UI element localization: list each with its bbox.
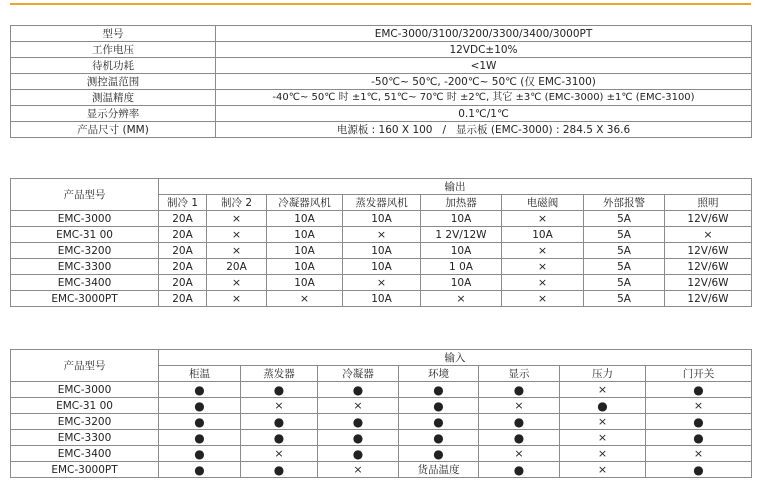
table-cell: ● [646, 382, 752, 398]
table-row [11, 259, 752, 275]
table-row [11, 398, 752, 414]
column-header: 电磁阀 [502, 195, 584, 211]
spec-row-voltage [11, 42, 752, 58]
column-header: 柜温 [159, 366, 241, 382]
column-header: 制冷 2 [207, 195, 267, 211]
column-header: 照明 [665, 195, 752, 211]
table-cell: 10A [421, 275, 502, 291]
model-cell: EMC-3000PT [11, 291, 159, 307]
spec-value: <1W [216, 58, 752, 74]
table-cell: 5A [584, 243, 665, 259]
table-cell: ● [479, 430, 560, 446]
table-cell: ● [241, 430, 318, 446]
spec-row-accuracy [11, 90, 752, 106]
table-cell: × [502, 291, 584, 307]
table-cell: 5A [584, 259, 665, 275]
table-cell: × [207, 275, 267, 291]
model-cell: EMC-3200 [11, 414, 159, 430]
table-cell: ● [560, 398, 646, 414]
table-cell: × [241, 398, 318, 414]
table-row [11, 430, 752, 446]
spec-label: 型号 [11, 26, 216, 42]
table-cell: × [267, 291, 343, 307]
model-cell: EMC-31 00 [11, 227, 159, 243]
table-cell: ● [479, 414, 560, 430]
table-cell: × [479, 398, 560, 414]
table-row [11, 243, 752, 259]
column-header: 门开关 [646, 366, 752, 382]
table-cell: 10A [267, 259, 343, 275]
table-cell: × [560, 414, 646, 430]
model-cell: EMC-3000 [11, 382, 159, 398]
outputs-header-row [11, 179, 752, 195]
spec-value: EMC-3000/3100/3200/3300/3400/3000PT [216, 26, 752, 42]
table-cell: ● [159, 446, 241, 462]
table-cell: ● [318, 446, 399, 462]
table-cell: × [479, 446, 560, 462]
model-cell: EMC-3400 [11, 446, 159, 462]
spec-row-resolution [11, 106, 752, 122]
inputs-group-header: 输入 [159, 350, 752, 366]
spec-value: 12VDC±10% [216, 42, 752, 58]
spec-label: 测温精度 [11, 90, 216, 106]
table-cell: ● [399, 430, 479, 446]
table-cell: 12V/6W [665, 275, 752, 291]
table-cell: × [560, 382, 646, 398]
table-cell: ● [399, 414, 479, 430]
table-cell: × [502, 211, 584, 227]
table-cell: 10A [267, 227, 343, 243]
spec-value: 电源板 : 160 X 100 / 显示板 (EMC-3000) : 284.5 X 36.6 [216, 122, 752, 138]
model-cell: EMC-3300 [11, 259, 159, 275]
table-cell: ● [399, 446, 479, 462]
table-cell: 10A [343, 211, 421, 227]
model-column-header: 产品型号 [11, 179, 159, 211]
top-accent-line [10, 3, 751, 5]
table-cell: × [421, 291, 502, 307]
table-cell: 20A [159, 227, 207, 243]
spec-label: 工作电压 [11, 42, 216, 58]
table-cell: × [207, 291, 267, 307]
spec-row-model [11, 26, 752, 42]
table-cell: ● [159, 382, 241, 398]
table-cell: ● [479, 382, 560, 398]
spec-row-standby-power [11, 58, 752, 74]
column-header: 环境 [399, 366, 479, 382]
table-cell: 12V/6W [665, 243, 752, 259]
table-cell: 20A [159, 211, 207, 227]
model-cell: EMC-3000PT [11, 462, 159, 478]
spec-value: 0.1℃/1℃ [216, 106, 752, 122]
spec-value: -40℃~ 50℃ 时 ±1℃, 51℃~ 70℃ 时 ±2℃, 其它 ±3℃ (EMC-3000) ±1℃ (EMC-3100) [216, 90, 752, 106]
spec-label: 显示分辨率 [11, 106, 216, 122]
table-cell: ● [399, 382, 479, 398]
table-cell: × [502, 259, 584, 275]
table-cell: × [646, 446, 752, 462]
table-cell: 12V/6W [665, 211, 752, 227]
table-cell: × [343, 227, 421, 243]
table-cell: ● [399, 398, 479, 414]
table-cell: ● [318, 382, 399, 398]
model-column-header: 产品型号 [11, 350, 159, 382]
column-header: 外部报警 [584, 195, 665, 211]
table-cell: 10A [343, 291, 421, 307]
table-cell: 12V/6W [665, 259, 752, 275]
table-cell: × [560, 462, 646, 478]
table-cell: 10A [267, 243, 343, 259]
column-header: 冷凝器风机 [267, 195, 343, 211]
table-cell: 10A [421, 243, 502, 259]
table-cell: 10A [343, 259, 421, 275]
outputs-table [10, 178, 752, 307]
spec-label: 待机功耗 [11, 58, 216, 74]
table-cell: 20A [159, 275, 207, 291]
spec-row-temp-range [11, 74, 752, 90]
table-cell: ● [241, 462, 318, 478]
model-cell: EMC-3200 [11, 243, 159, 259]
table-cell: 20A [159, 259, 207, 275]
table-cell: ● [159, 462, 241, 478]
table-cell: × [318, 398, 399, 414]
table-cell: ● [646, 430, 752, 446]
table-cell: × [318, 462, 399, 478]
table-row [11, 291, 752, 307]
table-cell: ● [318, 414, 399, 430]
spec-label: 产品尺寸 (MM) [11, 122, 216, 138]
table-cell: × [560, 430, 646, 446]
model-cell: EMC-3300 [11, 430, 159, 446]
table-cell: 20A [207, 259, 267, 275]
column-header: 蒸发器风机 [343, 195, 421, 211]
table-cell: 5A [584, 275, 665, 291]
table-cell: × [502, 243, 584, 259]
table-cell: 12V/6W [665, 291, 752, 307]
table-cell: × [646, 398, 752, 414]
spec-row-dimensions [11, 122, 752, 138]
spec-value: -50℃~ 50℃, -200℃~ 50℃ (仅 EMC-3100) [216, 74, 752, 90]
table-cell: × [343, 275, 421, 291]
table-cell: ● [241, 382, 318, 398]
table-cell: × [502, 275, 584, 291]
table-cell: × [241, 446, 318, 462]
table-row [11, 275, 752, 291]
table-cell: 5A [584, 211, 665, 227]
table-row [11, 227, 752, 243]
column-header: 蒸发器 [241, 366, 318, 382]
table-cell: 10A [267, 275, 343, 291]
table-cell: × [665, 227, 752, 243]
table-cell: 货品温度 [399, 462, 479, 478]
table-cell: ● [479, 462, 560, 478]
table-cell: × [560, 446, 646, 462]
table-cell: 1 2V/12W [421, 227, 502, 243]
table-cell: × [207, 227, 267, 243]
specifications-table [10, 25, 752, 138]
table-cell: 5A [584, 291, 665, 307]
table-cell: 5A [584, 227, 665, 243]
spec-label: 测控温范围 [11, 74, 216, 90]
column-header: 显示 [479, 366, 560, 382]
table-cell: ● [318, 430, 399, 446]
column-header: 冷凝器 [318, 366, 399, 382]
table-row [11, 446, 752, 462]
table-cell: ● [159, 414, 241, 430]
model-cell: EMC-3000 [11, 211, 159, 227]
table-cell: 10A [267, 211, 343, 227]
table-cell: 10A [421, 211, 502, 227]
table-cell: 20A [159, 291, 207, 307]
inputs-header-row [11, 350, 752, 366]
model-cell: EMC-3400 [11, 275, 159, 291]
table-cell: ● [241, 414, 318, 430]
table-cell: ● [159, 430, 241, 446]
table-cell: × [207, 211, 267, 227]
model-cell: EMC-31 00 [11, 398, 159, 414]
table-row [11, 414, 752, 430]
inputs-table [10, 349, 752, 478]
table-cell: ● [646, 462, 752, 478]
column-header: 加热器 [421, 195, 502, 211]
table-cell: ● [646, 414, 752, 430]
column-header: 制冷 1 [159, 195, 207, 211]
table-cell: × [207, 243, 267, 259]
outputs-group-header: 输出 [159, 179, 752, 195]
table-cell: 20A [159, 243, 207, 259]
table-cell: 10A [502, 227, 584, 243]
table-row [11, 382, 752, 398]
table-row [11, 211, 752, 227]
column-header: 压力 [560, 366, 646, 382]
table-cell: ● [159, 398, 241, 414]
table-cell: 1 0A [421, 259, 502, 275]
table-row [11, 462, 752, 478]
table-cell: 10A [343, 243, 421, 259]
